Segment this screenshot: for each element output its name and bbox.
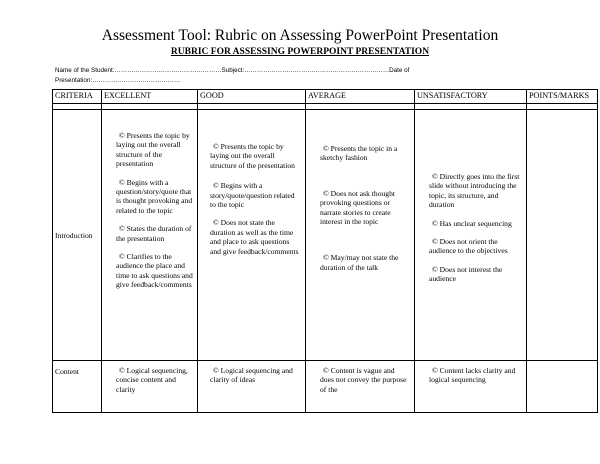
document-title: Assessment Tool: Rubric on Assessing PowerPoint Presentation xyxy=(101,27,499,44)
excellent-cell xyxy=(102,110,198,361)
header-unsatisfactory: UNSATISFACTORY xyxy=(415,90,527,104)
table-row xyxy=(53,110,598,361)
average-cell xyxy=(306,361,415,413)
descriptor: © Does not orient the audience to the objectives xyxy=(429,237,508,256)
header-good: GOOD xyxy=(198,90,306,104)
descriptor: © Directly goes into the first slide without introducing the topic, its structure, and duration xyxy=(429,172,520,210)
good-cell xyxy=(198,110,306,361)
student-info xyxy=(55,66,455,85)
unsatisfactory-cell xyxy=(415,361,527,413)
table-header-row xyxy=(53,90,598,104)
table-row xyxy=(53,361,598,413)
points-cell[interactable] xyxy=(527,361,598,413)
descriptor: © Logical sequencing and clarity of ideas xyxy=(210,366,293,385)
descriptor: © Presents the topic in a sketchy fashion xyxy=(320,144,398,163)
descriptor: © Does not ask thought provoking questions or narrate stories to create interest in the topic xyxy=(320,188,395,227)
points-cell[interactable] xyxy=(527,110,598,361)
descriptor: © Begins with a story/quote/question related to the topic xyxy=(210,181,295,210)
header-average: AVERAGE xyxy=(306,90,415,104)
unsatisfactory-cell xyxy=(415,110,527,361)
criteria-cell: Content xyxy=(53,361,102,413)
student-info-line-2: Presentation:…………………………………… xyxy=(55,76,181,84)
good-cell xyxy=(198,361,306,413)
descriptor: © Logical sequencing, concise content and clarity xyxy=(116,366,188,394)
descriptor: © Does not interest the audience xyxy=(429,264,503,284)
descriptor: © Content is vague and does not convey the purpose of the xyxy=(320,366,407,394)
descriptor: © States the duration of the presentation xyxy=(116,224,192,243)
descriptor: © Presents the topic by laying out the overall structure of the presentation xyxy=(116,131,190,169)
criteria-cell: Introduction xyxy=(53,110,102,361)
average-cell xyxy=(306,110,415,361)
descriptor: © May/may not state the duration of the talk xyxy=(320,253,399,272)
rubric-subtitle: RUBRIC FOR ASSESSING POWERPOINT PRESENTATION xyxy=(170,47,430,57)
descriptor: © Content lacks clarity and logical sequencing xyxy=(429,366,516,385)
descriptor: © Clarifies to the audience the place and time to ask questions and give feedback/comments xyxy=(116,252,193,290)
header-points: POINTS/MARKS xyxy=(527,90,598,104)
student-info-line-1: Name of the Student:……………………………………………Subject:……………………………………………………………Date of xyxy=(55,67,410,74)
excellent-cell xyxy=(102,361,198,413)
descriptor: © Does not state the duration as well as the time and place to ask questions and give feedback/comments xyxy=(210,218,299,256)
descriptor: © Presents the topic by laying out the overall structure of the presentation xyxy=(210,142,295,170)
descriptor: © Has unclear sequencing xyxy=(432,218,512,228)
rubric-table xyxy=(52,89,598,413)
header-excellent: EXCELLENT xyxy=(102,90,198,104)
descriptor: © Begins with a question/story/quote that is thought provoking and related to the topic xyxy=(116,177,193,215)
header-criteria: CRITERIA xyxy=(53,90,102,104)
